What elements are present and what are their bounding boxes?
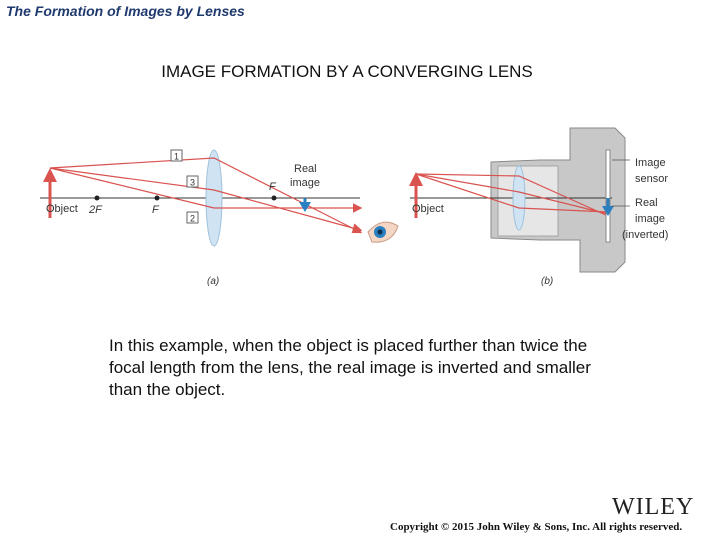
- point-2f: [95, 196, 100, 201]
- caption-text: In this example, when the object is placed further than twice the focal length from the lens, the real image is inverted and smaller than the object.: [109, 336, 591, 399]
- ray-label-2: 2: [189, 213, 196, 224]
- label-2f: 2F: [89, 204, 102, 216]
- ray-label-1: 1: [173, 151, 180, 162]
- ray-label-3: 3: [189, 177, 196, 188]
- image-label-b-line3: (inverted): [622, 229, 669, 241]
- eye-icon: [368, 222, 398, 242]
- figure-b: [409, 128, 668, 287]
- copyright-notice: Copyright © 2015 John Wiley & Sons, Inc. All rights reserved.: [390, 521, 683, 533]
- converging-lens-a: [206, 150, 222, 246]
- sensor-label-line2: sensor: [635, 173, 669, 185]
- image-label-a-line1: Real: [294, 163, 317, 175]
- lens-diagram: [0, 120, 720, 295]
- panel-label-a: (a): [207, 276, 220, 287]
- point-f-left: [155, 196, 160, 201]
- slide-title: IMAGE FORMATION BY A CONVERGING LENS: [161, 62, 533, 81]
- image-label-b-line1: Real: [635, 197, 658, 209]
- header-title: The Formation of Images by Lenses: [6, 3, 245, 19]
- object-label-a: Object: [46, 203, 78, 215]
- object-label-b: Object: [412, 203, 444, 215]
- panel-label-b: (b): [541, 276, 554, 287]
- figure-a: [40, 150, 398, 287]
- image-label-b-line2: image: [635, 213, 665, 225]
- camera-body: [491, 128, 625, 272]
- image-label-a-line2: image: [290, 177, 320, 189]
- label-f-left: F: [152, 204, 159, 216]
- wiley-logo: WILEY: [612, 494, 695, 520]
- label-f-right: F: [269, 181, 276, 193]
- sensor-label-line1: Image: [635, 157, 666, 169]
- image-sensor: [606, 150, 610, 242]
- point-f-right: [272, 196, 277, 201]
- image-arrow-a: [299, 198, 311, 212]
